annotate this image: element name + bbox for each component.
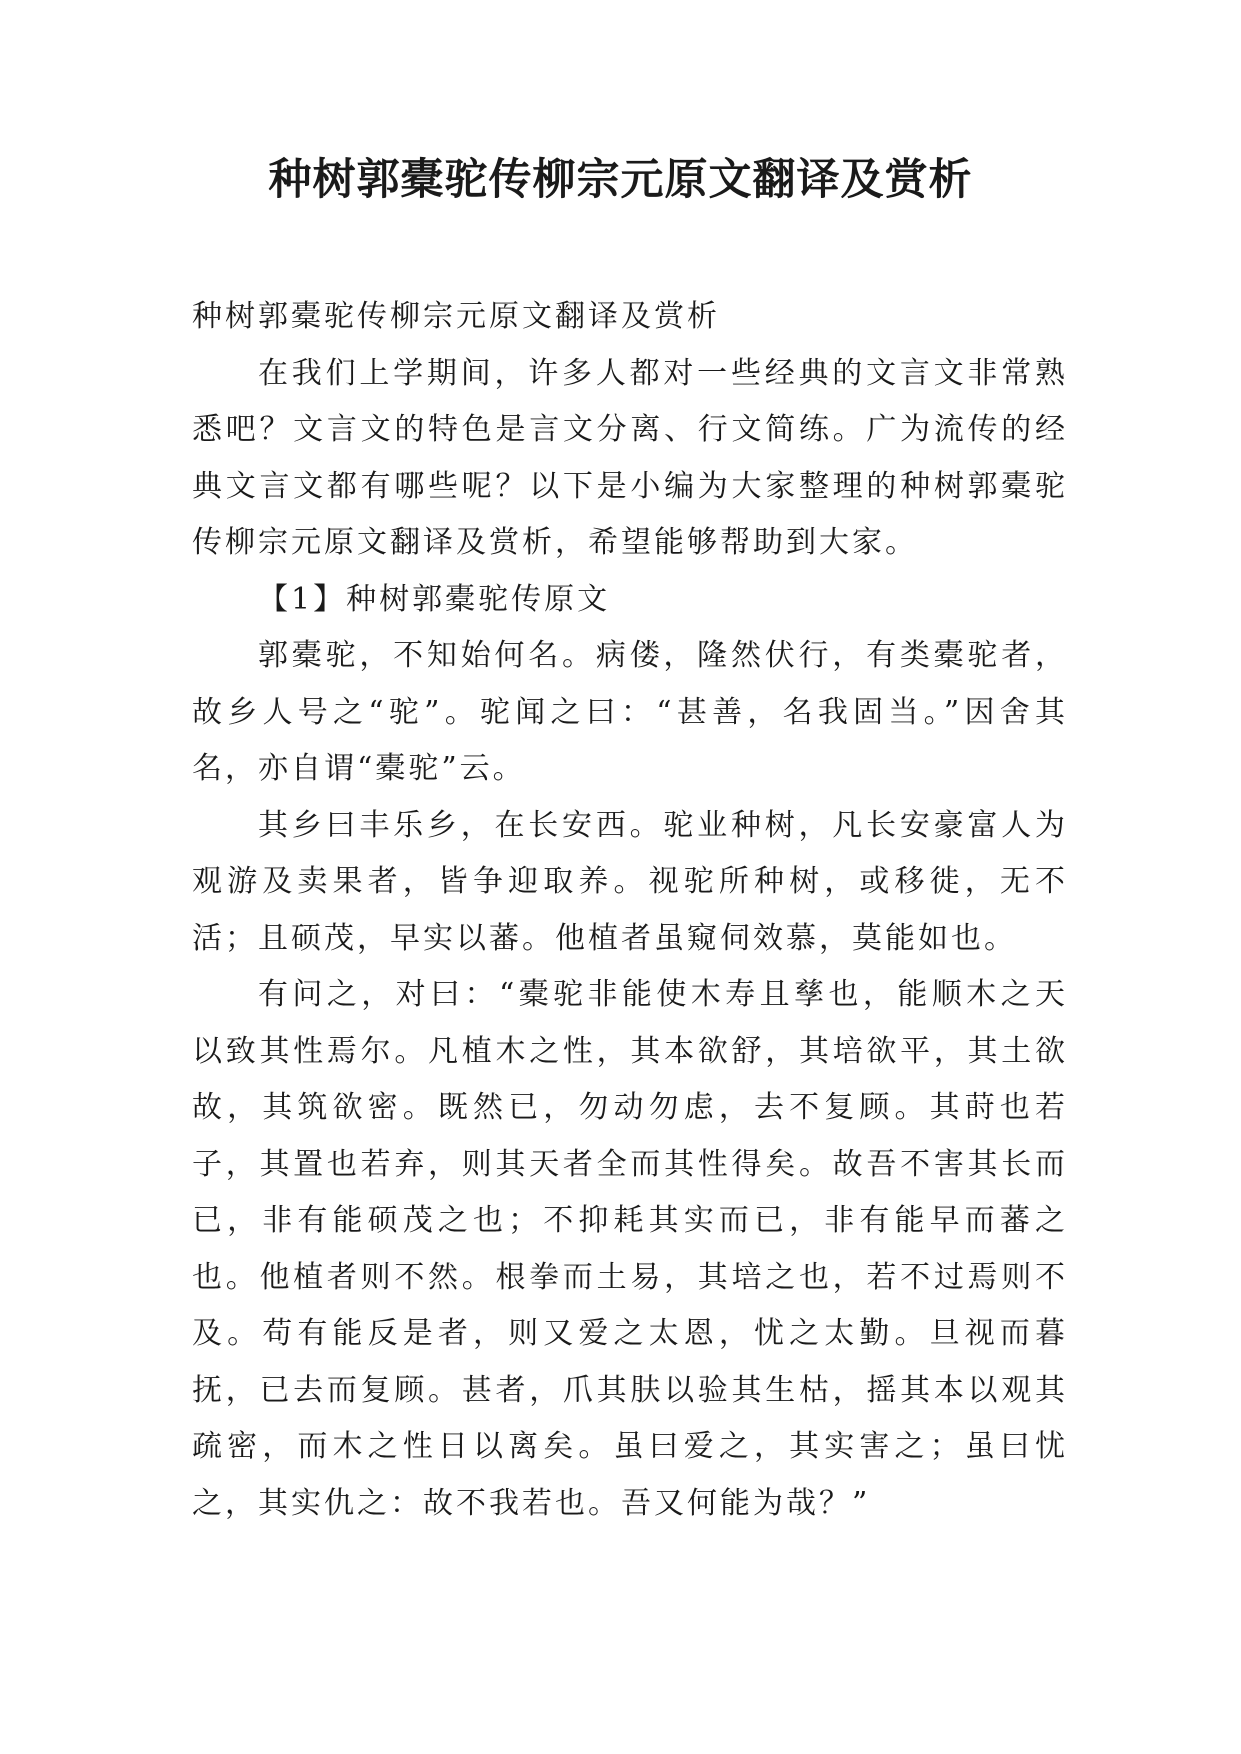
paragraph-2: 其乡曰丰乐乡，在长安西。驼业种树，凡长安豪富人为观游及卖果者，皆争迎取养。视驼所种树，或移徙，无不活；且硕茂，早实以蕃。他植者虽窥伺效慕，莫能如也。 xyxy=(192,807,1068,956)
section-heading: 【1】种树郭橐驼传原文 xyxy=(258,581,611,617)
document-title: 种树郭橐驼传柳宗元原文翻译及赏析 xyxy=(268,155,973,205)
paragraph-3: 有问之，对曰：“橐驼非能使木寿且孳也，能顺木之天以致其性焉尔。凡植木之性，其本欲舒，其培欲平，其土欲故，其筑欲密。既然已，勿动勿虑，去不复顾。其莳也若子，其置也若弃，则其天者全而其性得矣。故吾不害其长而已，非有能硕茂之也；不抑耗其实而已，非有能早而蕃之也。他植者则不然。根拳而土易，其培之也，若不过焉则不及。苟有能反是者，则又爱之太恩，忧之太勤。旦视而暮抚，已去而复顾。甚者，爪其肤以验其生枯，摇其本以观其疏密，而木之性日以离矣。虽曰爱之，其实害之；虽曰忧之，其实仇之：故不我若也。吾又何能为哉？” xyxy=(192,977,1068,1521)
subtitle-line: 种树郭橐驼传柳宗元原文翻译及赏析 xyxy=(192,299,720,334)
paragraph-1: 郭橐驼，不知始何名。病偻，隆然伏行，有类橐驼者，故乡人号之“驼”。驼闻之曰：“甚善，名我固当。”因舍其名，亦自谓“橐驼”云。 xyxy=(192,638,1068,786)
document-body xyxy=(192,289,1068,1532)
intro-paragraph: 在我们上学期间，许多人都对一些经典的文言文非常熟悉吧？文言文的特色是言文分离、行文简练。广为流传的经典文言文都有哪些呢？以下是小编为大家整理的种树郭橐驼传柳宗元原文翻译及赏析，希望能够帮助到大家。 xyxy=(192,355,1068,560)
